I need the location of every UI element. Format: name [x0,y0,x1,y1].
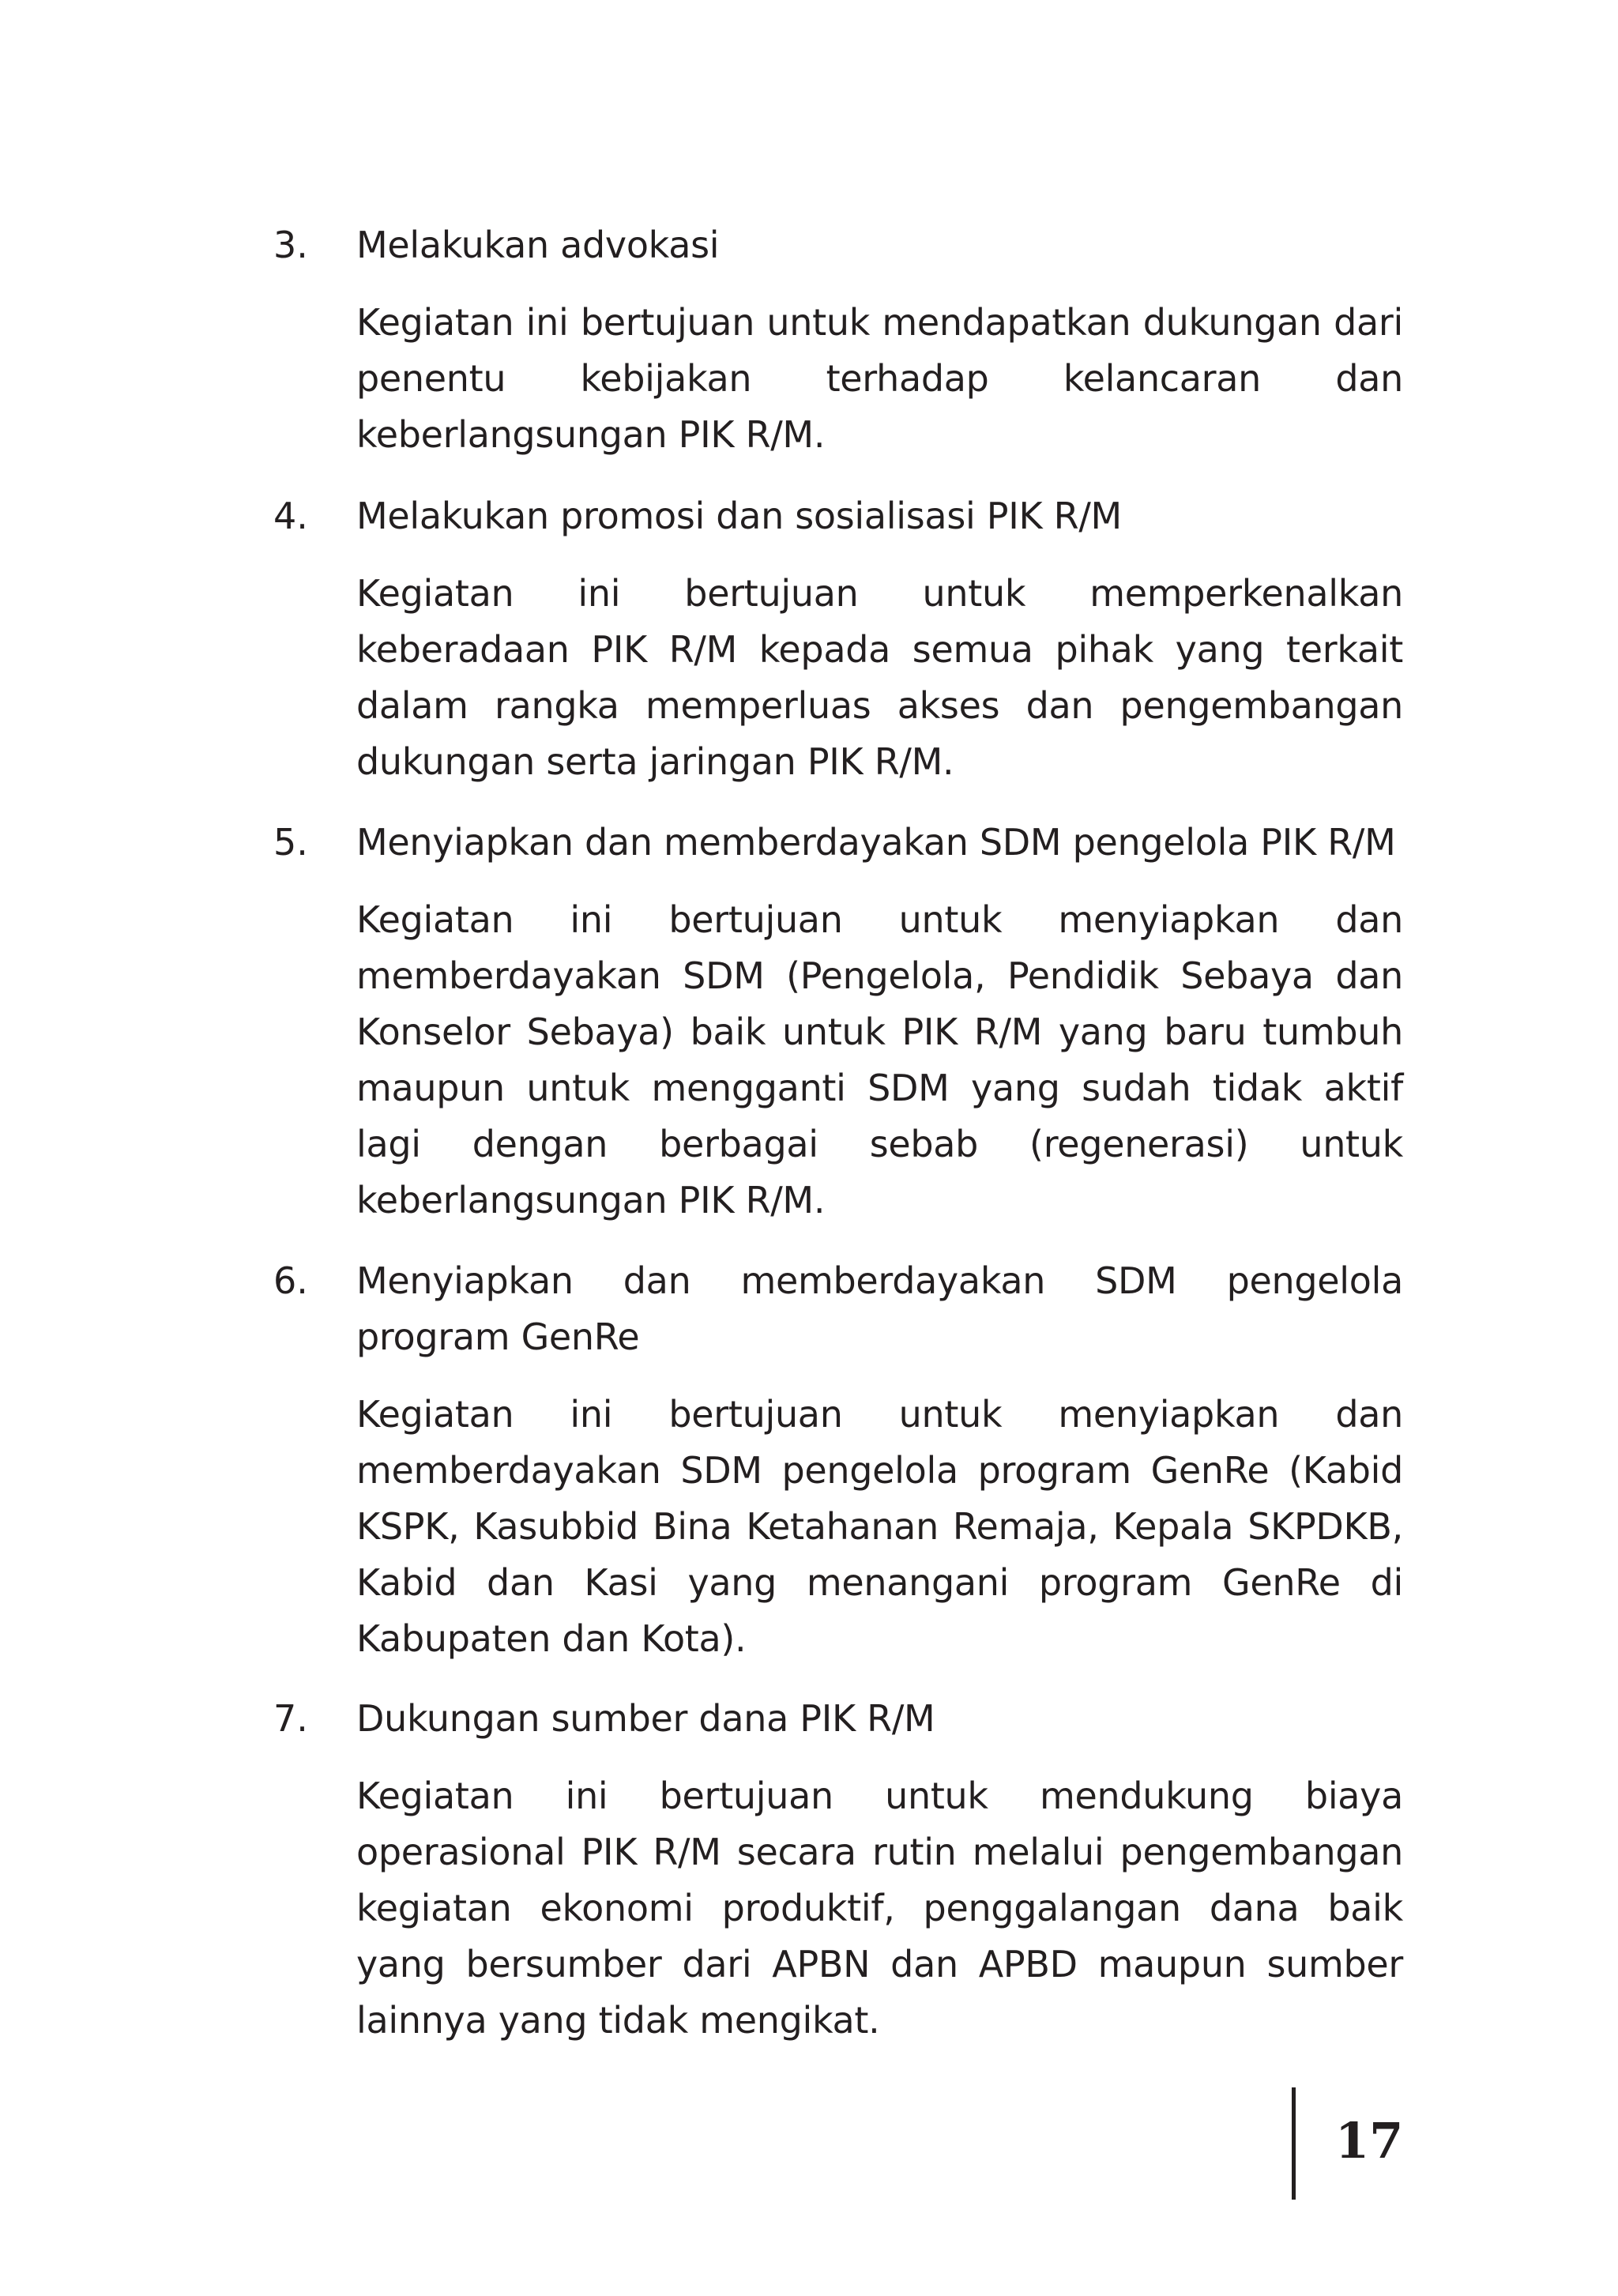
page-number: 17 [1335,2112,1404,2170]
item-description: Kegiatan ini bertujuan untuk mendukung biaya operasional PIK R/M secara rutin melalui pengembangan kegiatan ekonomi produktif, penggalangan dana baik yang bersumber dari APBN dan APBD maupun sumber lainnya yang tidak mengikat. [356,1775,1403,2042]
item-heading: Menyiapkan dan memberdayakan SDM pengelola program GenRe [356,1259,1403,1358]
item-heading: Melakukan advokasi [356,224,720,266]
page-number-divider [1292,2087,1296,2200]
list-item-3 [273,217,1403,463]
list-item-5 [273,815,1403,1229]
item-number: 4. [273,495,308,537]
list-item-6 [273,1253,1403,1667]
item-heading: Dukungan sumber dana PIK R/M [356,1697,935,1740]
item-description: Kegiatan ini bertujuan untuk memperkenalkan keberadaan PIK R/M kepada semua pihak yang terkait dalam rangka memperluas akses dan pengembangan dukungan serta jaringan PIK R/M. [356,572,1403,783]
item-heading: Menyiapkan dan memberdayakan SDM pengelola PIK R/M [356,821,1396,864]
item-number: 5. [273,821,308,864]
list-item-7 [273,1691,1403,2049]
item-heading: Melakukan promosi dan sosialisasi PIK R/M [356,495,1122,537]
item-description: Kegiatan ini bertujuan untuk menyiapkan dan memberdayakan SDM (Pengelola, Pendidik Sebaya dan Konselor Sebaya) baik untuk PIK R/M yang baru tumbuh maupun untuk mengganti SDM yang sudah tidak aktif lagi dengan berbagai sebab (regenerasi) untuk keberlangsungan PIK R/M. [356,898,1403,1221]
item-description: Kegiatan ini bertujuan untuk menyiapkan dan memberdayakan SDM pengelola program GenRe (Kabid KSPK, Kasubbid Bina Ketahanan Remaja, Kepala SKPDKB, Kabid dan Kasi yang menangani program GenRe di Kabupaten dan Kota). [356,1393,1403,1660]
item-number: 6. [273,1259,308,1302]
item-number: 3. [273,224,308,266]
item-description: Kegiatan ini bertujuan untuk mendapatkan dukungan dari penentu kebijakan terhadap kelancaran dan keberlangsungan PIK R/M. [356,301,1403,456]
list-item-4 [273,488,1403,790]
item-number: 7. [273,1697,308,1740]
